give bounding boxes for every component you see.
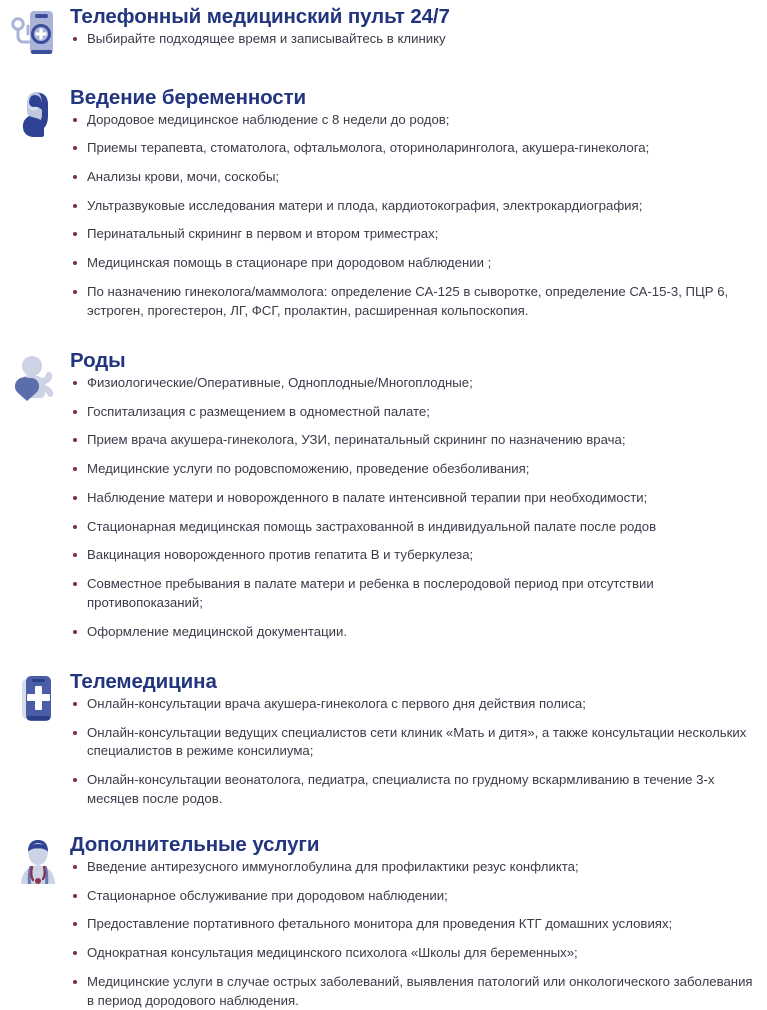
section-heading-telemedicine: Телемедицина: [70, 670, 217, 694]
list-item: Приемы терапевта, стоматолога, офтальмолога, оториноларинголога, акушера-гинеколога;: [70, 139, 763, 158]
section-content: [70, 6, 767, 48]
section-telemedicine: [0, 641, 767, 808]
list-item: Перинатальный скрининг в первом и втором триместрах;: [70, 225, 763, 244]
list-item: Вакцинация новорожденного против гепатита В и туберкулеза;: [70, 546, 763, 565]
list-item: Ультразвуковые исследования матери и плода, кардиотокография, электрокардиография;: [70, 197, 763, 216]
page-title: Телефонный медицинский пульт 24/7: [70, 5, 450, 28]
list-item: Дородовое медицинское наблюдение с 8 недели до родов;: [70, 111, 763, 130]
section-content: [70, 834, 767, 1010]
list-item: Госпитализация с размещением в одноместной палате;: [70, 403, 763, 422]
section-icon-container: [0, 834, 70, 888]
list-item: Онлайн-консультации веонатолога, педиатра, специалиста по грудному вскармливанию в течение 3-х месяцев после родов.: [70, 771, 763, 808]
list-item: Совместное пребывания в палате матери и ребенка в послеродовой период при отсутствии противопоказаний;: [70, 575, 763, 612]
phone-cross-icon: [10, 673, 60, 725]
baby-heart-icon: [10, 352, 60, 404]
section-icon-container: [0, 350, 70, 404]
service-list: [70, 858, 763, 1010]
section-birth: [0, 320, 767, 641]
list-item: Онлайн-консультации ведущих специалистов сети клиник «Мать и дитя», а также консультации нескольких специалистов в режиме консилиума;: [70, 724, 763, 761]
section-icon-container: [0, 87, 70, 141]
section-hotline: [0, 0, 767, 60]
list-item: Стационарная медицинская помощь застрахованной в индивидуальной палате после родов: [70, 518, 763, 537]
phone-stethoscope-icon: [10, 8, 60, 60]
list-item: Стационарное обслуживание при дородовом наблюдении;: [70, 887, 763, 906]
service-list: [70, 374, 763, 641]
list-item: Однократная консультация медицинского психолога «Школы для беременных»;: [70, 944, 763, 963]
list-item: Медицинские услуги в случае острых заболеваний, выявления патологий или онкологического заболевания в период дородового наблюдения.: [70, 973, 763, 1010]
list-item: Предоставление портативного фетального монитора для проведения КТГ домашних условиях;: [70, 915, 763, 934]
list-item: Физиологические/Оперативные, Одноплодные/Многоплодные;: [70, 374, 763, 393]
section-heading-pregnancy: Ведение беременности: [70, 86, 307, 109]
service-list: [70, 30, 763, 49]
list-item: Выбирайте подходящее время и записывайтесь в клинику: [70, 30, 763, 49]
list-item: Прием врача акушера-гинеколога, УЗИ, перинатальный скрининг по назначению врача;: [70, 431, 763, 450]
section-heading-birth: Роды: [70, 349, 126, 373]
list-item: Анализы крови, мочи, соскобы;: [70, 168, 763, 187]
list-item: По назначению гинеколога/маммолога: определение СА-125 в сыворотке, определение СА-15-3, ПЦР 6, эстроген, прогестерон, ЛГ, ФСГ, пролактин, расширенная кольпоскопия.: [70, 283, 763, 320]
section-content: [70, 350, 767, 641]
list-item: Оформление медицинской документации.: [70, 623, 763, 642]
service-list: [70, 695, 763, 809]
service-list: [70, 111, 763, 321]
list-item: Наблюдение матери и новорожденного в палате интенсивной терапии при необходимости;: [70, 489, 763, 508]
section-icon-container: [0, 6, 70, 60]
doctor-icon: [10, 836, 60, 888]
section-content: [70, 87, 767, 320]
section-heading-extra-services: Дополнительные услуги: [70, 833, 320, 857]
list-item: Онлайн-консультации врача акушера-гинеколога с первого дня действия полиса;: [70, 695, 763, 714]
section-extra-services: [0, 808, 767, 1010]
section-pregnancy: [0, 60, 767, 320]
list-item: Введение антирезусного иммуноглобулина для профилактики резус конфликта;: [70, 858, 763, 877]
list-item: Медицинская помощь в стационаре при дородовом наблюдении ;: [70, 254, 763, 273]
pregnant-woman-icon: [10, 89, 60, 141]
section-icon-container: [0, 671, 70, 725]
list-item: Медицинские услуги по родовспоможению, проведение обезболивания;: [70, 460, 763, 479]
section-content: [70, 671, 767, 808]
